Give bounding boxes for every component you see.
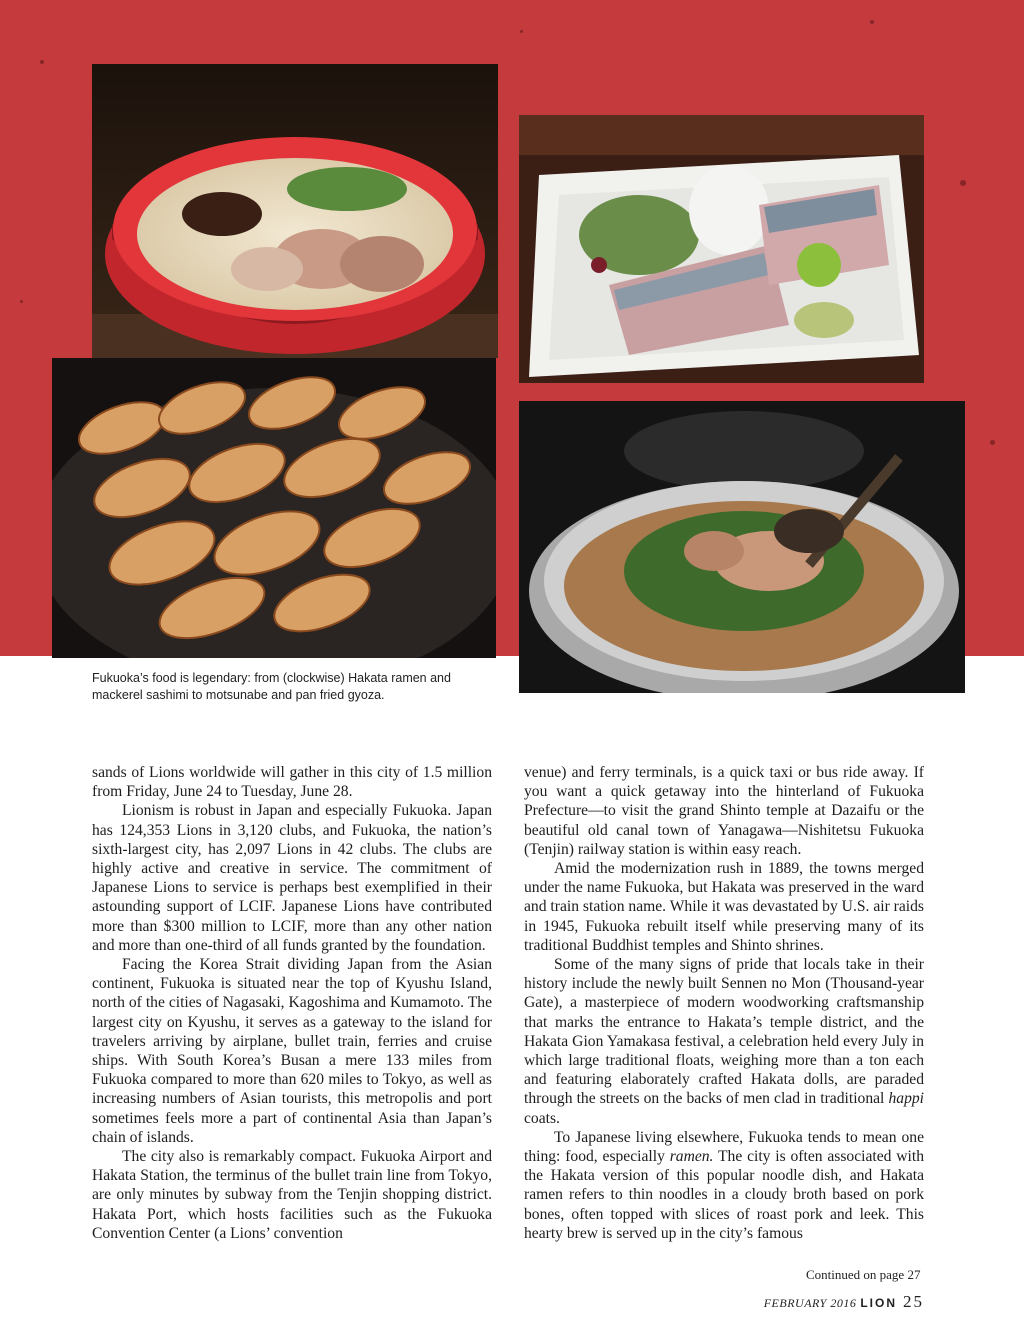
article-column-1 bbox=[92, 763, 492, 1243]
issue-date: FEBRUARY 2016 bbox=[763, 1296, 857, 1310]
sashimi-photo bbox=[519, 115, 924, 383]
italic-term: happi bbox=[888, 1090, 924, 1108]
photo-caption: Fukuoka’s food is legendary: from (clockwise) Hakata ramen and mackerel sashimi to motsunabe and pan fried gyoza. bbox=[92, 671, 451, 702]
paragraph: Lionism is robust in Japan and especially Fukuoka. Japan has 124,353 Lions in 3,120 clubs, and Fukuoka, the nation’s sixth-largest city, has 2,097 Lions in 42 clubs. The clubs are highly active and creative in service. The commitment of Japanese Lions to service is perhaps best exemplified in their astounding support of LCIF. Japanese Lions have contributed more than $300 million to LCIF, more than any other nation and more than one-third of all funds granted by the foundation. bbox=[92, 802, 492, 954]
text-run: Some of the many signs of pride that locals take in their history include the newly built Sennen no Mon (Thousand-year Gate), a masterpiece of modern woodworking craftsmanship that marks the entrance to Hakata’s temple district, and the Hakata Gion Yamakasa festival, a celebration held every July in which large traditional floats, weighing more than a ton each and featuring elaborately crafted Hakata dolls, are paraded through the streets on the backs of men clad in traditional bbox=[524, 956, 924, 1108]
page-number: 25 bbox=[903, 1292, 924, 1311]
decorative-speck bbox=[960, 180, 966, 186]
ramen-photo bbox=[92, 64, 498, 358]
decorative-speck bbox=[520, 30, 523, 33]
italic-term: ramen. bbox=[669, 1148, 714, 1166]
page-footer bbox=[764, 1292, 924, 1312]
paragraph: Amid the modernization rush in 1889, the towns merged under the name Fukuoka, but Hakata was preserved in the ward and train station name. While it was devastated by U.S. air raids in 1945, Fukuoka rebuilt itself while preserving many of its traditional Buddhist temples and Shinto shrines. bbox=[524, 860, 924, 954]
continued-note: Continued on page 27 bbox=[806, 1267, 921, 1282]
text-run: coats. bbox=[524, 1109, 560, 1127]
paragraph bbox=[524, 955, 924, 1128]
motsunabe-photo bbox=[519, 401, 965, 693]
decorative-speck bbox=[870, 20, 874, 24]
text-run: The city is often associated with the Hakata version of this popular noodle dish, and Hakata ramen refers to thin noodles in a cloudy broth based on pork bones, often topped with slices of roast pork and leek. This hearty brew is served up in the city’s famous bbox=[524, 1148, 924, 1242]
paragraph bbox=[524, 1128, 924, 1243]
gyoza-photo bbox=[52, 358, 496, 658]
decorative-speck bbox=[40, 60, 44, 64]
paragraph: venue) and ferry terminals, is a quick taxi or bus ride away. If you want a quick getaway into the hinterland of Fukuoka Prefecture—to visit the grand Shinto temple at Dazaifu or the beautiful old canal town of Yanagawa—Nishitetsu Fukuoka (Tenjin) railway station is within easy reach. bbox=[524, 764, 924, 858]
paragraph: Facing the Korea Strait dividing Japan from the Asian continent, Fukuoka is situated near the top of Kyushu Island, north of the cities of Nagasaki, Kagoshima and Kumamoto. The largest city on Kyushu, it serves as a gateway to the island for travelers arriving by airplane, bullet train, ferries and cruise ships. With South Korea’s Busan a mere 133 miles from Fukuoka compared to more than 620 miles to Tokyo, as well as increasing numbers of Asian tourists, this metropolis and port sometimes feels more a part of continental Asia than Japan’s chain of islands. bbox=[92, 956, 492, 1146]
decorative-speck bbox=[20, 300, 23, 303]
text-run: To Japanese living elsewhere, Fukuoka tends to mean one thing: food, especially bbox=[524, 1128, 924, 1166]
decorative-speck bbox=[990, 440, 995, 445]
article-column-2 bbox=[524, 763, 924, 1243]
magazine-name: LION bbox=[860, 1296, 897, 1310]
paragraph: The city also is remarkably compact. Fukuoka Airport and Hakata Station, the terminus of the bullet train line from Tokyo, are only minutes by subway from the Tenjin shopping district. Hakata Port, which hosts facilities such as the Fukuoka Convention Center (a Lions’ convention bbox=[92, 1148, 492, 1242]
paragraph: sands of Lions worldwide will gather in this city of 1.5 million from Friday, June 24 to Tuesday, June 28. bbox=[92, 764, 492, 801]
